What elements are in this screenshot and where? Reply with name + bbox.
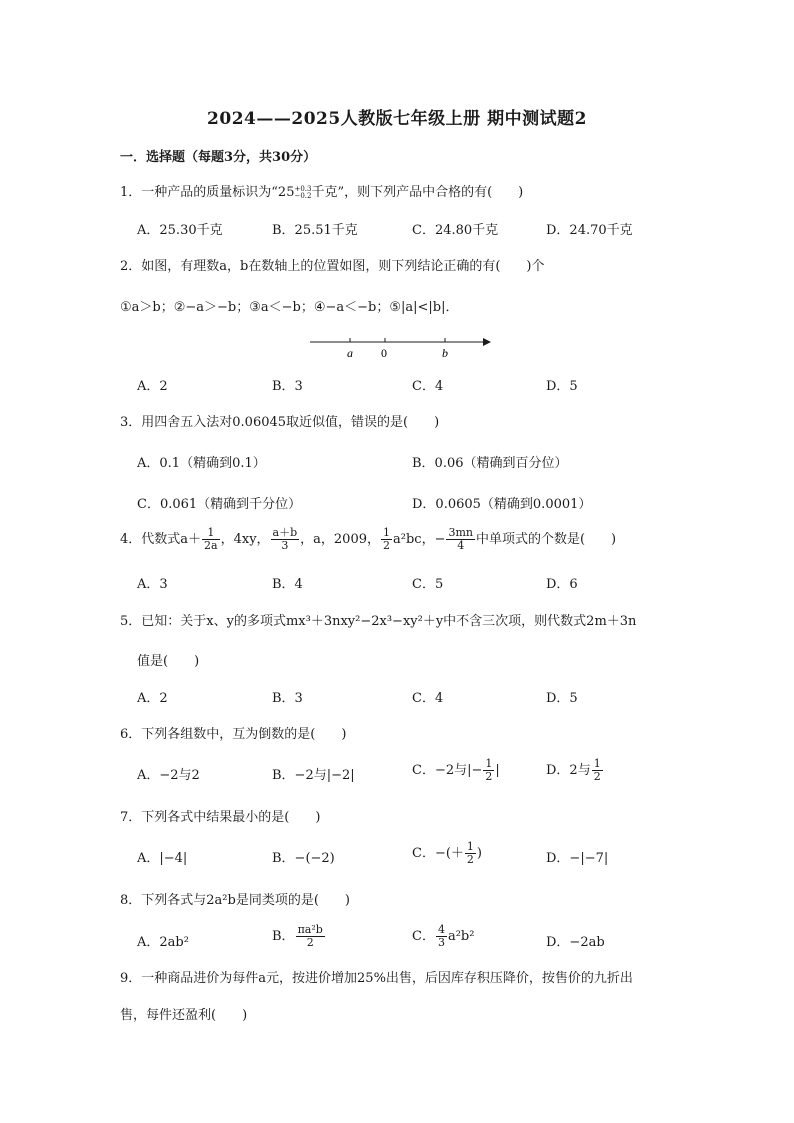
section-heading: 一．选择题（每题3分，共30分） (120, 150, 317, 165)
question-9-stem-cont: 售，每件还盈利( ) (120, 1008, 248, 1023)
q4-f4-num: 3mn (448, 526, 473, 539)
q1-option-b: B．25.51千克 (272, 223, 358, 238)
q7-option-d: D．−|−7| (546, 851, 609, 866)
question-8-stem: 8．下列各式与2a²b是同类项的是( ) (120, 893, 350, 908)
q1-option-c: C．24.80千克 (412, 223, 499, 238)
q4-f1-den: 2a (204, 539, 218, 552)
q2-option-d: D．5 (546, 379, 578, 394)
q8-b-fraction (296, 924, 325, 949)
q8-c-pre: C． (412, 929, 435, 944)
q5-option-c: C．4 (412, 691, 444, 706)
q1-option-a: A．25.30千克 (137, 223, 223, 238)
q4-f2-num: a＋b (272, 526, 298, 539)
q8-c-fraction (436, 924, 447, 949)
q4-f1-num: 1 (202, 527, 220, 540)
q6-option-b: B．−2与|−2| (272, 768, 355, 783)
q2-option-a: A．2 (137, 379, 168, 394)
q7-option-b: B．−(−2) (272, 851, 335, 866)
question-2-stem: 2．如图，有理数a，b在数轴上的位置如图，则下列结论正确的有( )个 (120, 259, 545, 274)
question-5-stem: 5．已知：关于x、y的多项式mx³＋3nxy²−2x³−xy²＋y中不含三次项，则代数式2m＋3n (120, 614, 637, 629)
question-1-stem (120, 181, 523, 200)
axis-label-zero: 0 (381, 346, 387, 360)
axis-label-b: b (442, 346, 448, 360)
q6-d-den: 2 (593, 770, 601, 783)
q8-option-d: D．−2ab (546, 935, 605, 950)
q6-c-num: 1 (485, 757, 493, 770)
q4-text-4: a²bc，− (393, 532, 446, 547)
axis-label-a: a (347, 346, 353, 360)
q6-c-pre: C．−2与|− (412, 763, 483, 778)
q8-b-den: 2 (306, 936, 314, 949)
number-line-diagram (305, 330, 495, 362)
q8-option-b (272, 924, 326, 949)
q5-option-d: D．5 (546, 691, 578, 706)
q6-option-d (546, 758, 604, 783)
q3-option-d: D．0.0605（精确到0.0001） (412, 497, 592, 512)
q4-option-b: B．4 (272, 577, 303, 592)
q6-c-den: 2 (485, 770, 493, 783)
question-4-stem (120, 527, 616, 552)
question-3-stem: 3．用四舍五入法对0.06045取近似值，错误的是( ) (120, 415, 440, 430)
q5-option-a: A．2 (137, 691, 168, 706)
q8-c-den: 3 (437, 936, 445, 949)
question-5-stem-cont: 值是( ) (137, 654, 200, 669)
q8-option-c (412, 924, 474, 949)
q7-option-c (412, 841, 482, 866)
q8-c-post: a²b² (447, 929, 475, 944)
q6-d-fraction (592, 758, 603, 783)
q6-d-pre: D．2与 (546, 763, 591, 778)
q1-stem-pre: 1．一种产品的质量标识为“25 (120, 185, 295, 200)
q3-option-a: A．0.1（精确到0.1） (137, 456, 266, 471)
q8-option-a: A．2ab² (137, 935, 189, 950)
q7-c-pre: C．−(＋ (412, 846, 464, 861)
q7-c-num: 1 (466, 840, 474, 853)
q4-f2-den: 3 (281, 539, 289, 552)
number-line-arrow (483, 338, 491, 346)
q4-option-c: C．5 (412, 577, 444, 592)
q2-option-c: C．4 (412, 379, 444, 394)
q4-text-1: 4．代数式a＋ (120, 532, 202, 547)
q1-tol-up: +0.3 (294, 184, 312, 193)
q2-option-b: B．3 (272, 379, 303, 394)
q8-b-num: πa²b (297, 923, 323, 936)
q4-fraction-1 (202, 527, 220, 552)
q4-f3-num: 1 (383, 526, 390, 539)
q6-d-num: 1 (593, 757, 601, 770)
q1-option-d: D．24.70千克 (546, 223, 633, 238)
q4-text-3: ，a，2009， (300, 532, 380, 547)
q7-c-fraction (465, 841, 476, 866)
q4-f4-den: 4 (457, 539, 465, 552)
q1-tol-down: −0.2 (294, 191, 312, 200)
q8-c-num: 4 (437, 923, 445, 936)
q8-b-pre: B． (272, 929, 295, 944)
q7-c-den: 2 (466, 853, 474, 866)
page-title: 2024——2025人教版七年级上册 期中测试题2 (207, 109, 587, 129)
q1-stem-post: 千克”，则下列产品中合格的有( ) (311, 185, 524, 200)
q4-fraction-2 (271, 527, 300, 552)
q4-text-2: ，4xy， (220, 532, 270, 547)
q5-option-b: B．3 (272, 691, 303, 706)
question-9-stem: 9．一种商品进价为每件a元，按进价增加25%出售，后因库存积压降价，按售价的九折出 (120, 971, 633, 986)
q6-option-a: A．−2与2 (137, 768, 200, 783)
q7-option-a: A．|−4| (137, 851, 188, 866)
q4-fraction-4 (446, 527, 475, 552)
q1-tolerance (294, 186, 311, 200)
q7-c-post: ) (476, 846, 482, 861)
q4-f3-den: 2 (383, 539, 390, 552)
q3-option-c: C．0.061（精确到千分位） (137, 497, 302, 512)
q3-option-b: B．0.06（精确到百分位） (412, 456, 568, 471)
q4-fraction-3 (381, 527, 392, 552)
q4-text-5: 中单项式的个数是( ) (475, 532, 617, 547)
q4-option-a: A．3 (137, 577, 168, 592)
q6-option-c (412, 758, 500, 783)
q6-c-post: | (495, 763, 500, 778)
question-6-stem: 6．下列各组数中，互为倒数的是( ) (120, 727, 347, 742)
q2-conditions: ①a＞b；②−a＞−b；③a＜−b；④−a＜−b；⑤|a|<|b|． (120, 300, 459, 315)
q6-c-fraction (483, 758, 494, 783)
question-7-stem: 7．下列各式中结果最小的是( ) (120, 810, 321, 825)
q4-option-d: D．6 (546, 577, 578, 592)
